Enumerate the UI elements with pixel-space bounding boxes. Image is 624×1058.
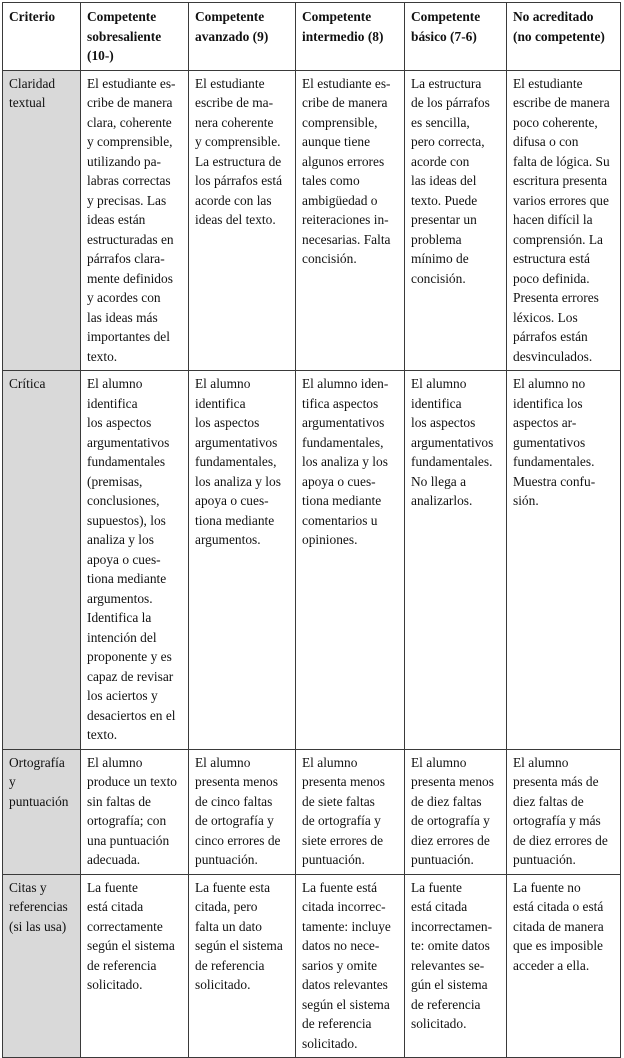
criterion-cell	[3, 874, 81, 1058]
cell-text-line: los analiza y los	[302, 454, 388, 469]
cell-text-line: difusa o con	[513, 134, 579, 149]
cell-text-line: fundamentales,	[195, 454, 277, 469]
cell-text-line: El alumno	[302, 754, 358, 770]
cell-text-line: presenta más de	[513, 774, 599, 789]
cell-text-line: ambigüedad o	[302, 192, 378, 208]
cell-text-line: escribe de manera	[513, 95, 610, 110]
cell-text-line: mínimo de	[411, 251, 469, 266]
avanzado-cell	[189, 749, 296, 874]
cell-text-line: de siete faltas	[302, 793, 375, 809]
cell-text-line: (10-)	[87, 48, 114, 63]
cell-text-line: relevantes se-	[411, 957, 485, 973]
cell-text-line: El alumno	[411, 376, 467, 391]
cell-text-line: desaciertos en el	[87, 707, 176, 723]
cell-text-line: los aciertos y	[87, 688, 158, 703]
cell-text-line: los aspectos	[87, 415, 152, 430]
cell-text-line: de diez errores de	[513, 832, 608, 848]
cell-text-line: presentar un	[411, 212, 477, 227]
cell-text-line: ortografía; con	[87, 813, 167, 828]
cell-text-line: citada, pero	[195, 899, 258, 914]
cell-text-line: El alumno	[195, 754, 251, 770]
cell-text-line: avanzado (9)	[195, 28, 269, 44]
cell-text-line: tiona mediante	[302, 493, 382, 508]
cell-text-line: argumentativos	[411, 434, 494, 450]
cell-text-line: de referencia	[87, 957, 157, 973]
cell-text-line: proponente y es	[87, 649, 172, 664]
criterion-cell	[3, 749, 81, 874]
rubric-body	[3, 70, 621, 1058]
cell-text-line: los aspectos	[195, 415, 260, 430]
cell-text-line: apoya o cues-	[195, 493, 269, 508]
cell-text-line: de referencia	[195, 957, 265, 973]
no-acreditado-cell	[507, 70, 621, 371]
cell-text-line: tiona mediante	[195, 512, 275, 528]
cell-text-line: te: omite datos	[411, 938, 490, 953]
sobresaliente-cell	[81, 749, 189, 874]
cell-text-line: tiona mediante	[87, 571, 167, 586]
cell-text-line: argumentativos	[302, 415, 385, 430]
cell-text-line: apoya o cues-	[87, 551, 161, 567]
cell-text-line: ideas están	[87, 212, 146, 227]
cell-text-line: textual	[9, 95, 46, 110]
cell-text-line: puntuación	[9, 793, 69, 809]
criterion-cell	[3, 70, 81, 371]
basico-header	[405, 3, 507, 71]
cell-text-line: intermedio (8)	[302, 28, 384, 44]
cell-text-line: varios errores que	[513, 192, 609, 208]
cell-text-line: texto.	[87, 348, 118, 364]
cell-text-line: La estructura	[411, 75, 482, 91]
cell-text-line: problema	[411, 231, 462, 247]
table-row	[3, 70, 621, 371]
cell-text-line: escritura presenta	[513, 173, 608, 188]
cell-text-line: El alumno	[195, 376, 251, 391]
cell-text-line: El estudiante	[513, 75, 583, 91]
cell-text-line: El estudiante	[195, 75, 265, 91]
cell-text-line: párrafos están	[513, 329, 588, 344]
cell-text-line: que es imposible	[513, 938, 604, 953]
header-row	[3, 3, 621, 71]
cell-text-line: según el sistema	[195, 938, 283, 953]
cell-text-line: La estructura de	[195, 153, 282, 169]
cell-text-line: puntuación.	[195, 852, 258, 867]
cell-text-line: cinco errores de	[195, 832, 281, 848]
cell-text-line: de diez faltas	[411, 793, 482, 809]
cell-text-line: básico (7-6)	[411, 28, 477, 44]
cell-text-line: La fuente está	[302, 879, 378, 895]
cell-text-line: conclusiones,	[87, 493, 160, 508]
cell-text-line: de referencia	[411, 996, 481, 1012]
cell-text-line: apoya o cues-	[302, 473, 376, 489]
cell-text-line: Citas y	[9, 879, 47, 895]
cell-text-line: presenta menos	[195, 774, 278, 789]
cell-text-line: argumentativos	[87, 434, 170, 450]
cell-text-line: ortografía y más	[513, 813, 601, 828]
cell-text-line: aunque tiene	[302, 134, 371, 149]
cell-text-line: concisión.	[411, 270, 466, 286]
cell-text-line: identifica los	[513, 395, 583, 411]
intermedio-cell	[296, 874, 405, 1058]
cell-text-line: los analiza y los	[195, 473, 281, 489]
cell-text-line: (no competente)	[513, 28, 605, 44]
cell-text-line: utilizando pa-	[87, 153, 161, 169]
cell-text-line: de referencia	[302, 1016, 372, 1031]
cell-text-line: Criterio	[9, 9, 56, 24]
cell-text-line: comprensión. La	[513, 231, 603, 247]
cell-text-line: aspectos ar-	[513, 415, 577, 430]
cell-text-line: Ortografía	[9, 754, 65, 770]
cell-text-line: texto.	[87, 727, 118, 742]
cell-text-line: está citada	[87, 899, 144, 914]
cell-text-line: identifica	[411, 395, 462, 411]
cell-text-line: necesarias. Falta	[302, 231, 391, 247]
cell-text-line: fundamentales	[87, 454, 166, 469]
cell-text-line: de ortografía y	[302, 813, 381, 828]
cell-text-line: y comprensible.	[195, 134, 281, 149]
cell-text-line: supuestos), los	[87, 512, 166, 528]
cell-text-line: Competente	[195, 9, 265, 24]
cell-text-line: acorde con las	[195, 192, 272, 208]
cell-text-line: reiteraciones in-	[302, 212, 389, 227]
cell-text-line: cribe de manera	[302, 95, 388, 110]
cell-text-line: nera coherente	[195, 114, 274, 130]
cell-text-line: La fuente esta	[195, 879, 271, 895]
cell-text-line: El alumno	[513, 754, 569, 770]
cell-text-line: falta un dato	[195, 918, 262, 934]
cell-text-line: solicitado.	[411, 1016, 467, 1031]
cell-text-line: poco coherente,	[513, 114, 598, 130]
cell-text-line: El estudiante es-	[87, 75, 176, 91]
cell-text-line: las ideas más	[87, 309, 158, 325]
cell-text-line: sarios y omite	[302, 957, 378, 973]
cell-text-line: La fuente	[411, 879, 462, 895]
cell-text-line: puntuación.	[302, 852, 365, 867]
cell-text-line: concisión.	[302, 251, 357, 266]
cell-text-line: Competente	[411, 9, 481, 24]
cell-text-line: diez errores de	[411, 832, 490, 848]
cell-text-line: datos no nece-	[302, 938, 380, 953]
cell-text-line: de cinco faltas	[195, 793, 273, 809]
cell-text-line: los aspectos	[411, 415, 476, 430]
cell-text-line: sin faltas de	[87, 793, 151, 809]
cell-text-line: falta de lógica. Su	[513, 153, 610, 169]
cell-text-line: y precisas. Las	[87, 192, 167, 208]
cell-text-line: El alumno no	[513, 376, 586, 391]
cell-text-line: gumentativos	[513, 434, 586, 450]
cell-text-line: El alumno	[411, 754, 467, 770]
cell-text-line: las ideas del	[411, 173, 477, 188]
cell-text-line: Competente	[87, 9, 157, 24]
cell-text-line: identifica	[195, 395, 246, 411]
cell-text-line: tales como	[302, 173, 360, 188]
cell-text-line: La fuente	[87, 879, 138, 895]
cell-text-line: Presenta errores	[513, 290, 599, 305]
cell-text-line: ideas del texto.	[195, 212, 276, 227]
basico-cell	[405, 874, 507, 1058]
intermedio-cell	[296, 749, 405, 874]
cell-text-line: solicitado.	[195, 977, 251, 992]
cell-text-line: acorde con	[411, 153, 470, 169]
cell-text-line: tifica aspectos	[302, 395, 379, 411]
cell-text-line: poco definida.	[513, 270, 590, 286]
cell-text-line: No llega a	[411, 473, 467, 489]
criterio-header	[3, 3, 81, 71]
table-row	[3, 874, 621, 1058]
cell-text-line: escribe de ma-	[195, 95, 274, 110]
cell-text-line: desvinculados.	[513, 348, 593, 364]
cell-text-line: según el sistema	[87, 938, 175, 953]
criterion-cell	[3, 371, 81, 750]
cell-text-line: clara, coherente	[87, 114, 172, 130]
cell-text-line: Muestra confu-	[513, 473, 596, 489]
cell-text-line: estructura está	[513, 251, 590, 266]
cell-text-line: estructuradas en	[87, 231, 174, 247]
cell-text-line: es sencilla,	[411, 114, 470, 130]
no-acreditado-header	[507, 3, 621, 71]
cell-text-line: texto. Puede	[411, 192, 478, 208]
cell-text-line: comprensible,	[302, 114, 378, 130]
cell-text-line: argumentos.	[195, 532, 261, 547]
cell-text-line: diez faltas de	[513, 793, 584, 809]
sobresaliente-cell	[81, 371, 189, 750]
avanzado-header	[189, 3, 296, 71]
cell-text-line: citada de manera	[513, 918, 604, 934]
avanzado-cell	[189, 70, 296, 371]
cell-text-line: hacen difícil la	[513, 212, 593, 227]
cell-text-line: según el sistema	[302, 996, 390, 1012]
avanzado-cell	[189, 371, 296, 750]
no-acreditado-cell	[507, 749, 621, 874]
no-acreditado-cell	[507, 874, 621, 1058]
cell-text-line: citada incorrec-	[302, 899, 386, 914]
cell-text-line: Identifica la	[87, 610, 152, 625]
cell-text-line: está citada o está	[513, 899, 604, 914]
cell-text-line: y comprensible,	[87, 134, 173, 149]
cell-text-line: La fuente no	[513, 879, 581, 895]
cell-text-line: léxicos. Los	[513, 309, 578, 325]
sobresaliente-cell	[81, 70, 189, 371]
cell-text-line: cribe de manera	[87, 95, 173, 110]
basico-cell	[405, 749, 507, 874]
cell-text-line: correctamente	[87, 918, 163, 934]
cell-text-line: solicitado.	[87, 977, 143, 992]
cell-text-line: puntuación.	[513, 852, 576, 867]
cell-text-line: algunos errores	[302, 153, 385, 169]
cell-text-line: acceder a ella.	[513, 957, 590, 973]
cell-text-line: opiniones.	[302, 532, 358, 547]
cell-text-line: y acordes con	[87, 290, 161, 305]
cell-text-line: adecuada.	[87, 852, 141, 867]
cell-text-line: está citada	[411, 899, 468, 914]
cell-text-line: analizarlos.	[411, 493, 473, 508]
cell-text-line: pero correcta,	[411, 134, 485, 149]
basico-cell	[405, 70, 507, 371]
cell-text-line: fundamentales.	[411, 454, 493, 469]
cell-text-line: importantes del	[87, 329, 170, 344]
cell-text-line: referencias	[9, 899, 68, 914]
intermedio-cell	[296, 371, 405, 750]
cell-text-line: Competente	[302, 9, 372, 24]
cell-text-line: gún el sistema	[411, 977, 488, 992]
cell-text-line: fundamentales.	[513, 454, 595, 469]
cell-text-line: El alumno	[87, 754, 143, 770]
table-row	[3, 371, 621, 750]
cell-text-line: intención del	[87, 629, 157, 645]
cell-text-line: argumentos.	[87, 590, 153, 606]
cell-text-line: sobresaliente	[87, 28, 162, 44]
cell-text-line: tamente: incluye	[302, 918, 391, 934]
sobresaliente-header	[81, 3, 189, 71]
basico-cell	[405, 371, 507, 750]
cell-text-line: fundamentales,	[302, 434, 384, 450]
cell-text-line: mente definidos	[87, 270, 173, 286]
cell-text-line: puntuación.	[411, 852, 474, 867]
cell-text-line: El estudiante es-	[302, 75, 391, 91]
cell-text-line: presenta menos	[411, 774, 494, 789]
cell-text-line: identifica	[87, 395, 138, 411]
cell-text-line: labras correctas	[87, 173, 171, 188]
cell-text-line: El alumno	[87, 376, 143, 391]
cell-text-line: párrafos clara-	[87, 251, 165, 266]
cell-text-line: produce un texto	[87, 774, 177, 789]
cell-text-line: El alumno iden-	[302, 376, 389, 391]
no-acreditado-cell	[507, 371, 621, 750]
cell-text-line: los párrafos está	[195, 173, 283, 188]
table-row	[3, 749, 621, 874]
cell-text-line: de los párrafos	[411, 95, 490, 110]
cell-text-line: No acreditado	[513, 9, 594, 24]
cell-text-line: Claridad	[9, 75, 56, 91]
cell-text-line: una puntuación	[87, 832, 170, 848]
cell-text-line: solicitado.	[302, 1035, 358, 1051]
cell-text-line: siete errores de	[302, 832, 384, 848]
intermedio-header	[296, 3, 405, 71]
cell-text-line: (premisas,	[87, 473, 143, 489]
cell-text-line: sión.	[513, 493, 539, 508]
cell-text-line: (si las usa)	[9, 918, 67, 934]
avanzado-cell	[189, 874, 296, 1058]
cell-text-line: Crítica	[9, 376, 46, 391]
cell-text-line: y	[9, 774, 16, 789]
rubric-table	[2, 2, 621, 1058]
sobresaliente-cell	[81, 874, 189, 1058]
cell-text-line: presenta menos	[302, 774, 385, 789]
cell-text-line: de ortografía y	[195, 813, 274, 828]
intermedio-cell	[296, 70, 405, 371]
cell-text-line: de ortografía y	[411, 813, 490, 828]
cell-text-line: datos relevantes	[302, 977, 388, 992]
cell-text-line: argumentativos	[195, 434, 278, 450]
cell-text-line: comentarios u	[302, 512, 378, 528]
cell-text-line: incorrectamen-	[411, 918, 493, 934]
cell-text-line: analiza y los	[87, 532, 154, 547]
cell-text-line: capaz de revisar	[87, 668, 174, 684]
